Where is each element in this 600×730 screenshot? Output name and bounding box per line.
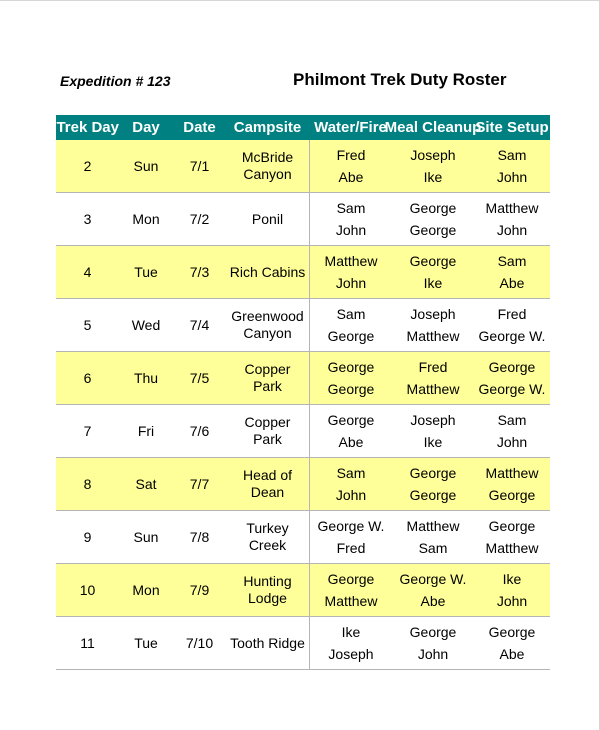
cell-day[interactable]: Wed (131, 317, 161, 333)
cell-water-fire[interactable] (309, 564, 392, 616)
cell-water-fire-line: Ike (341, 624, 361, 640)
cell-meal-cleanup-line: George (409, 253, 457, 269)
cell-meal-cleanup-line: George (409, 200, 457, 216)
cell-meal-cleanup-line: Joseph (410, 306, 456, 322)
cell-meal-cleanup-line: Joseph (410, 412, 456, 428)
cell-site-setup-line: George (488, 624, 536, 640)
cell-campsite-line: Lodge (248, 590, 287, 606)
cell-meal-cleanup[interactable] (392, 511, 474, 563)
cell-campsite-line: Park (253, 431, 282, 447)
cell-campsite[interactable] (226, 352, 309, 404)
cell-water-fire-line: John (335, 222, 367, 238)
header-water-fire[interactable]: Water/Fire (314, 119, 387, 136)
cell-day[interactable]: Mon (132, 582, 160, 598)
cell-day[interactable]: Tue (134, 635, 158, 651)
cell-water-fire-line: Matthew (324, 253, 378, 269)
cell-day[interactable]: Sun (133, 529, 159, 545)
cell-site-setup[interactable] (474, 193, 550, 245)
cell-water-fire[interactable] (309, 246, 392, 298)
cell-water-fire[interactable] (309, 511, 392, 563)
cell-meal-cleanup-line: Ike (423, 169, 443, 185)
header-meal-cleanup[interactable]: Meal Cleanup (384, 119, 482, 136)
cell-site-setup[interactable] (474, 352, 550, 404)
table-row (56, 352, 550, 405)
table-row (56, 299, 550, 352)
cell-meal-cleanup-line: George (409, 222, 457, 238)
cell-meal-cleanup-line: George (409, 487, 457, 503)
table-row (56, 193, 550, 246)
cell-campsite[interactable] (226, 140, 309, 192)
cell-water-fire-line: John (335, 275, 367, 291)
cell-water-fire-line: Abe (338, 169, 364, 185)
cell-campsite-line: Tooth Ridge (230, 634, 305, 651)
cell-site-setup[interactable] (474, 405, 550, 457)
cell-water-fire-line: Sam (336, 306, 366, 322)
cell-trek-day[interactable]: 2 (83, 158, 92, 174)
cell-water-fire-line: Matthew (324, 593, 378, 609)
header-site-setup[interactable]: Site Setup (475, 119, 549, 136)
cell-site-setup-line: Matthew (485, 200, 539, 216)
cell-site-setup[interactable] (474, 299, 550, 351)
cell-meal-cleanup-line: John (417, 646, 449, 662)
expedition-label: Expedition # 123 (60, 73, 171, 89)
cell-meal-cleanup[interactable] (392, 299, 474, 351)
duty-roster-table (56, 115, 550, 662)
cell-meal-cleanup[interactable] (392, 193, 474, 245)
table-row (56, 617, 550, 670)
cell-meal-cleanup-line: Ike (423, 434, 443, 450)
cell-water-fire-line: Fred (336, 147, 366, 163)
cell-meal-cleanup-line: George (409, 624, 457, 640)
cell-campsite[interactable] (226, 511, 309, 563)
cell-site-setup[interactable] (474, 246, 550, 298)
cell-date[interactable]: 7/2 (189, 211, 210, 227)
cell-campsite-line: McBride (241, 149, 294, 165)
cell-site-setup-line: Sam (497, 412, 527, 428)
cell-meal-cleanup-line: Joseph (410, 147, 456, 163)
table-row (56, 246, 550, 299)
page-title: Philmont Trek Duty Roster (293, 70, 507, 89)
cell-campsite[interactable] (226, 299, 309, 351)
cell-meal-cleanup[interactable] (392, 140, 474, 192)
cell-meal-cleanup-line: Ike (423, 275, 443, 291)
cell-date[interactable]: 7/7 (189, 476, 210, 492)
cell-trek-day[interactable]: 6 (83, 370, 92, 386)
cell-site-setup-line: Sam (497, 253, 527, 269)
cell-trek-day[interactable]: 11 (80, 635, 95, 651)
cell-campsite[interactable] (226, 246, 309, 298)
header-day[interactable]: Day (132, 119, 160, 136)
cell-water-fire[interactable] (309, 193, 392, 245)
cell-meal-cleanup-line: Matthew (406, 328, 460, 344)
cell-day[interactable]: Fri (137, 423, 155, 439)
cell-site-setup-line: John (496, 593, 528, 609)
cell-meal-cleanup[interactable] (392, 246, 474, 298)
cell-campsite-line: Canyon (243, 166, 292, 182)
cell-campsite-line: Copper (244, 361, 291, 377)
cell-date[interactable]: 7/10 (185, 635, 214, 651)
page-border-top (0, 0, 600, 1)
cell-day[interactable]: Thu (133, 370, 159, 386)
cell-water-fire[interactable] (309, 405, 392, 457)
cell-site-setup-line: Fred (497, 306, 527, 322)
table-row (56, 511, 550, 564)
cell-site-setup-line: Abe (499, 275, 525, 291)
cell-day[interactable]: Tue (134, 264, 158, 280)
cell-day[interactable]: Sat (135, 476, 157, 492)
cell-campsite[interactable] (226, 617, 309, 669)
cell-date[interactable]: 7/1 (189, 158, 210, 174)
table-row (56, 564, 550, 617)
cell-site-setup-line: George (488, 518, 536, 534)
cell-water-fire-line: George (327, 571, 375, 587)
cell-trek-day[interactable]: 7 (83, 423, 92, 439)
cell-campsite-line: Ponil (251, 210, 284, 227)
cell-water-fire-line: Joseph (328, 646, 374, 662)
header-campsite[interactable]: Campsite (233, 119, 302, 136)
cell-campsite[interactable] (226, 564, 309, 616)
cell-campsite-line: Head of (242, 467, 293, 483)
cell-water-fire[interactable] (309, 617, 392, 669)
cell-site-setup-line: George (488, 359, 536, 375)
cell-date[interactable]: 7/4 (189, 317, 210, 333)
cell-meal-cleanup[interactable] (392, 564, 474, 616)
cell-water-fire-line: George (327, 412, 375, 428)
cell-water-fire-line: George (327, 328, 375, 344)
cell-site-setup-line: George (488, 487, 536, 503)
cell-meal-cleanup-line: Fred (418, 359, 448, 375)
cell-day[interactable]: Sun (133, 158, 159, 174)
cell-meal-cleanup-line: George (409, 465, 457, 481)
cell-site-setup[interactable] (474, 458, 550, 510)
cell-water-fire-line: George (327, 359, 375, 375)
cell-water-fire-line: John (335, 487, 367, 503)
cell-campsite-line: Greenwood (231, 308, 304, 324)
cell-site-setup-line: Abe (499, 646, 525, 662)
cell-campsite-line: Rich Cabins (229, 263, 306, 280)
cell-campsite[interactable] (226, 405, 309, 457)
cell-date[interactable]: 7/9 (189, 582, 210, 598)
cell-site-setup[interactable] (474, 140, 550, 192)
cell-meal-cleanup-line: Abe (420, 593, 446, 609)
cell-water-fire[interactable] (309, 140, 392, 192)
cell-meal-cleanup-line: Sam (418, 540, 448, 556)
cell-site-setup-line: George W. (478, 381, 546, 397)
cell-site-setup-line: John (496, 169, 528, 185)
cell-campsite[interactable] (226, 193, 309, 245)
cell-campsite-line: Hunting (243, 573, 292, 589)
cell-campsite[interactable] (226, 458, 309, 510)
cell-site-setup[interactable] (474, 564, 550, 616)
cell-water-fire-line: George (327, 381, 375, 397)
cell-site-setup-line: John (496, 434, 528, 450)
cell-site-setup-line: Sam (497, 147, 527, 163)
cell-site-setup-line: George W. (478, 328, 546, 344)
cell-trek-day[interactable]: 8 (83, 476, 92, 492)
header-trek-day[interactable]: Trek Day (56, 119, 119, 136)
cell-water-fire-line: Abe (338, 434, 364, 450)
cell-site-setup-line: John (496, 222, 528, 238)
cell-site-setup-line: Matthew (485, 540, 539, 556)
cell-day[interactable]: Mon (132, 211, 160, 227)
cell-trek-day[interactable]: 4 (83, 264, 92, 280)
cell-trek-day[interactable]: 9 (83, 529, 92, 545)
cell-water-fire-line: Sam (336, 200, 366, 216)
cell-site-setup-line: Ike (502, 571, 522, 587)
cell-date[interactable]: 7/3 (189, 264, 210, 280)
cell-campsite-line: Canyon (243, 325, 292, 341)
cell-meal-cleanup[interactable] (392, 458, 474, 510)
cell-campsite-line: Copper (244, 414, 291, 430)
cell-trek-day[interactable]: 5 (83, 317, 92, 333)
cell-meal-cleanup-line: George W. (399, 571, 467, 587)
table-row (56, 405, 550, 458)
cell-meal-cleanup-line: Matthew (406, 518, 460, 534)
cell-site-setup-line: Matthew (485, 465, 539, 481)
cell-meal-cleanup[interactable] (392, 405, 474, 457)
cell-water-fire-line: Fred (336, 540, 366, 556)
table-row (56, 140, 550, 193)
cell-campsite-line: Creek (248, 537, 287, 553)
cell-water-fire[interactable] (309, 299, 392, 351)
cell-site-setup[interactable] (474, 617, 550, 669)
cell-water-fire[interactable] (309, 458, 392, 510)
cell-campsite-line: Turkey (246, 520, 289, 536)
cell-water-fire[interactable] (309, 352, 392, 404)
table-header-row (56, 115, 550, 140)
cell-meal-cleanup-line: Matthew (406, 381, 460, 397)
cell-meal-cleanup[interactable] (392, 617, 474, 669)
cell-trek-day[interactable]: 3 (83, 211, 92, 227)
cell-date[interactable]: 7/5 (189, 370, 210, 386)
cell-campsite-line: Park (253, 378, 282, 394)
cell-water-fire-line: Sam (336, 465, 366, 481)
cell-water-fire-line: George W. (317, 518, 385, 534)
cell-campsite-line: Dean (250, 484, 285, 500)
header-date[interactable]: Date (183, 119, 216, 136)
cell-date[interactable]: 7/8 (189, 529, 210, 545)
table-row (56, 458, 550, 511)
cell-date[interactable]: 7/6 (189, 423, 210, 439)
cell-site-setup[interactable] (474, 511, 550, 563)
cell-trek-day[interactable]: 10 (79, 582, 96, 598)
cell-meal-cleanup[interactable] (392, 352, 474, 404)
